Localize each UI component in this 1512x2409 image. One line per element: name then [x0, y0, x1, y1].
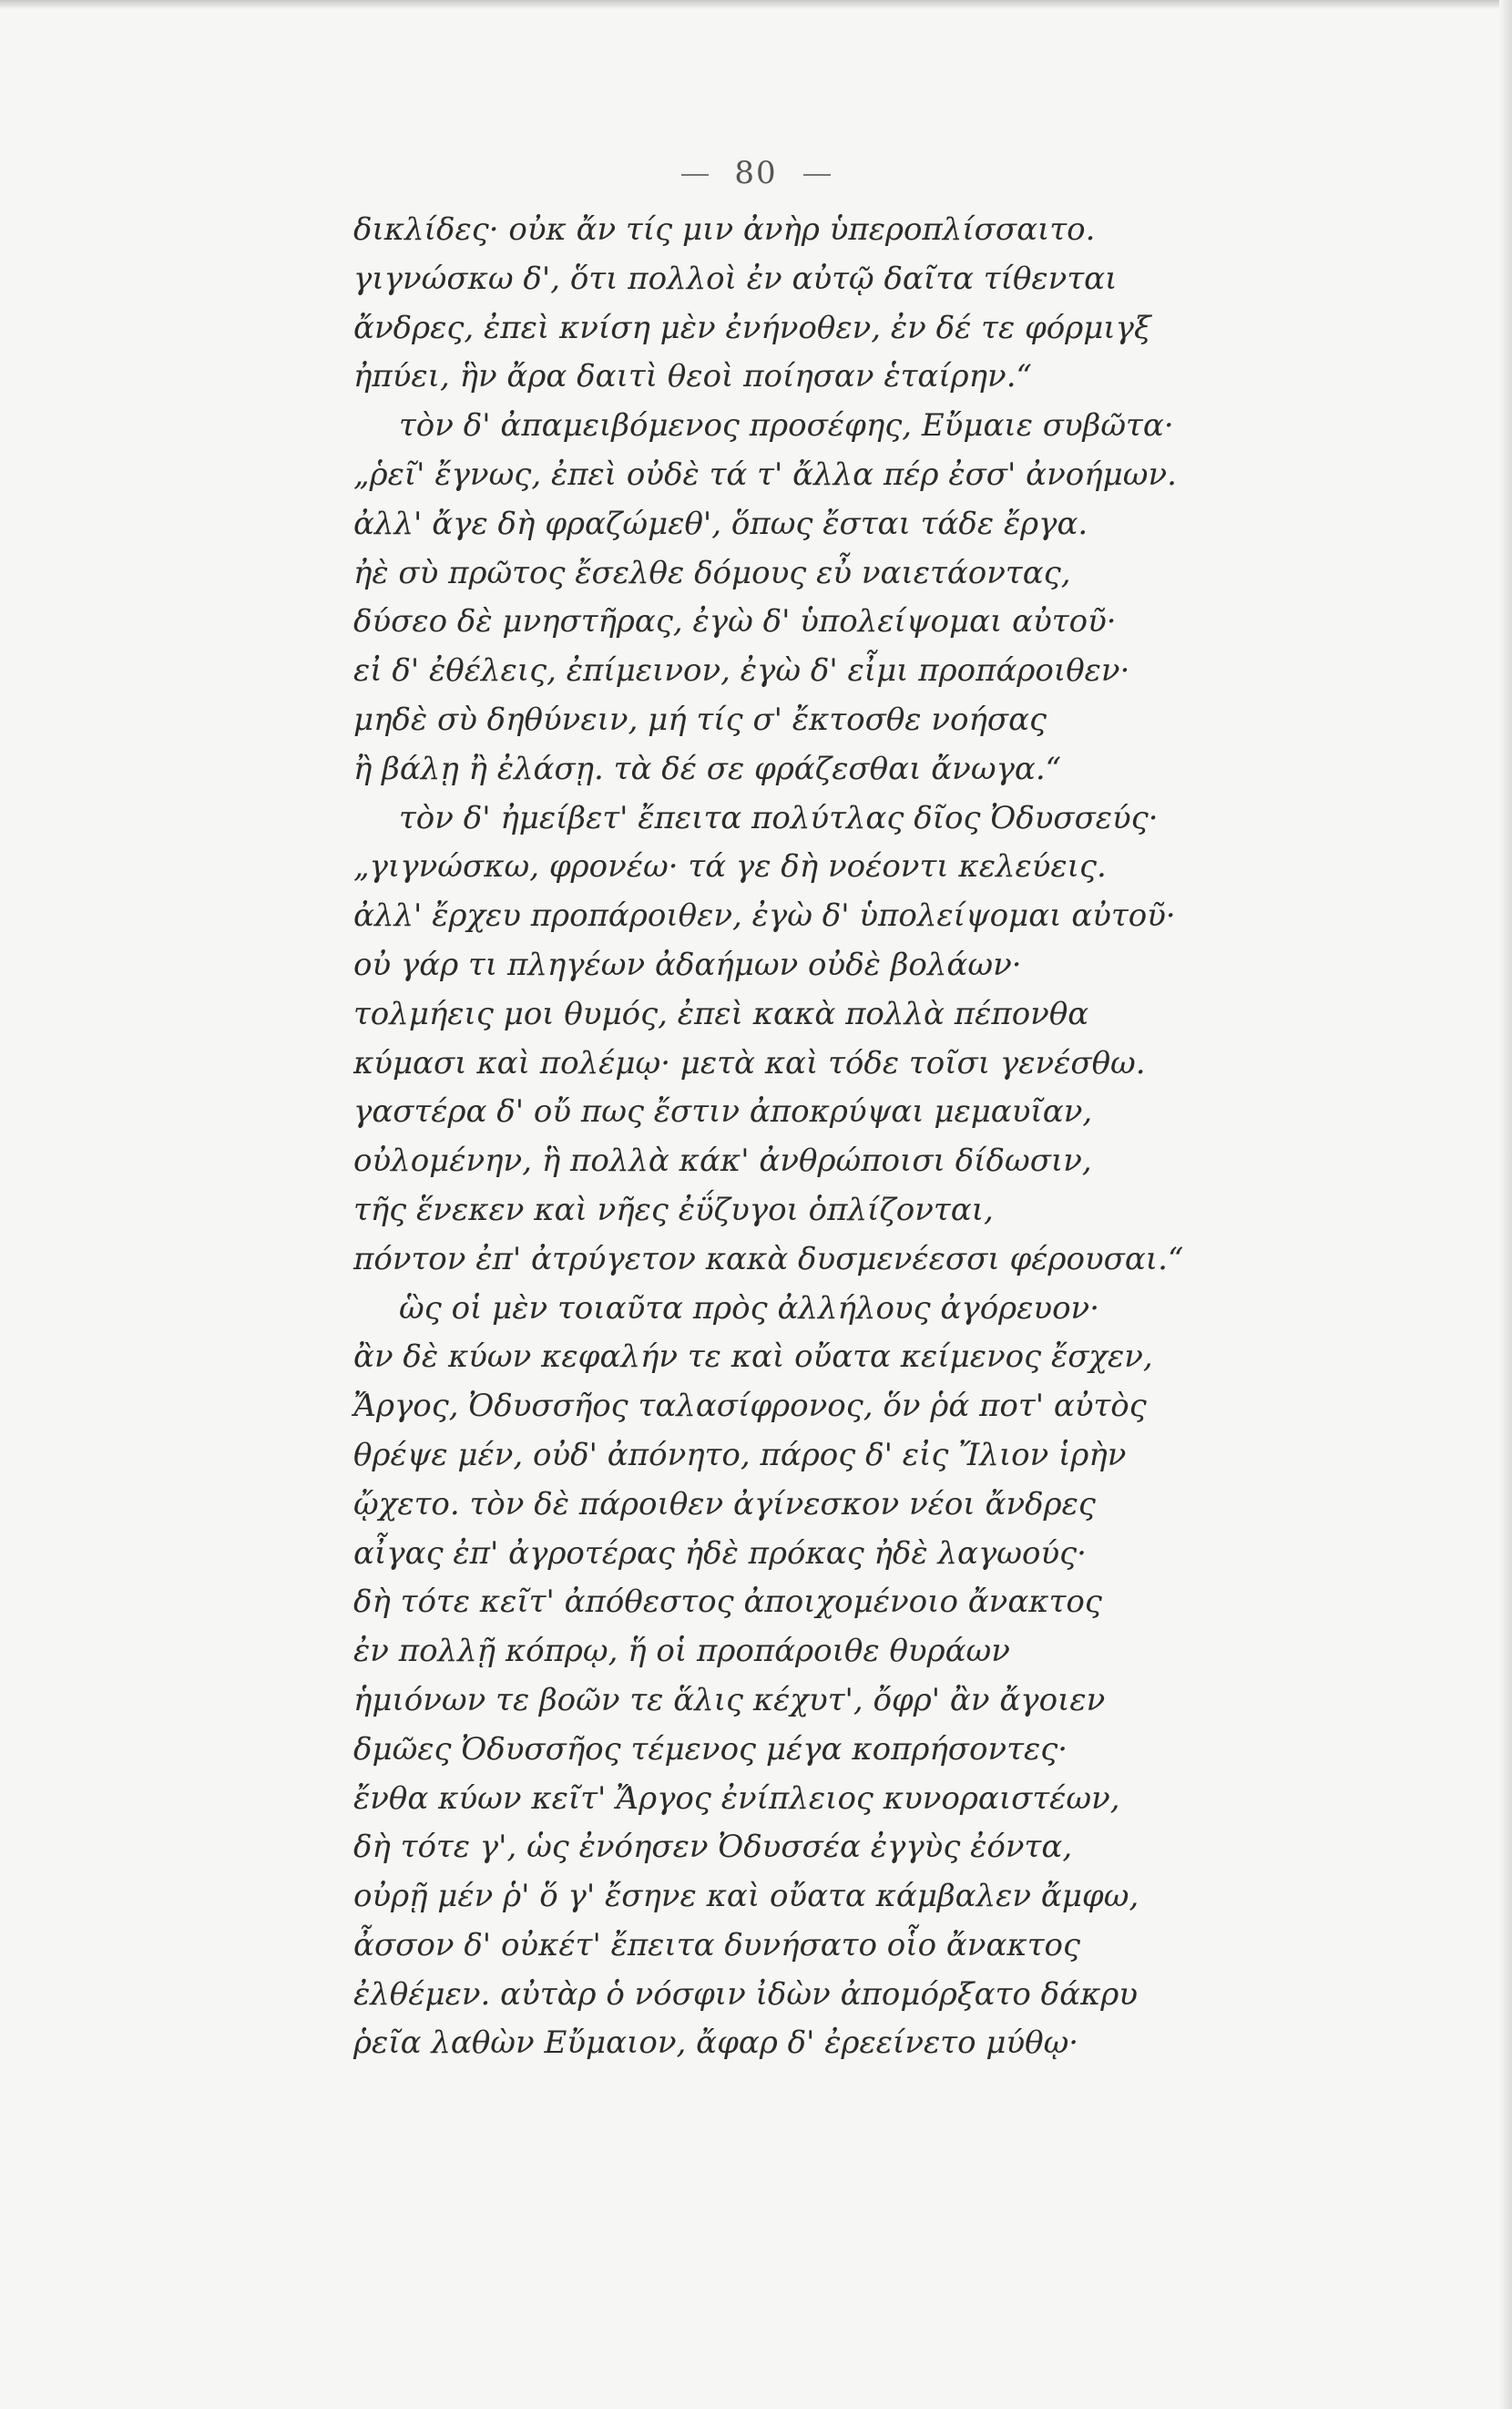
- verse-line: οὐ γάρ τι πληγέων ἀδαήμων οὐδὲ βολάων·: [353, 946, 1022, 983]
- verse-line: κύμασι καὶ πολέμῳ· μετὰ καὶ τόδε τοῖσι γενέσθω.: [353, 1044, 1146, 1081]
- verse-line: Ἄργος, Ὀδυσσῆος ταλασίφρονος, ὅν ῥά ποτ' αὐτὸς: [353, 1388, 1147, 1425]
- verse-line: τὸν δ' ἀπαμειβόμενος προσέφης, Εὔμαιε συβῶτα·: [399, 407, 1174, 445]
- verse-line: ἠπύει, ἣν ἄρα δαιτὶ θεοὶ ποίησαν ἑταίρην.“: [353, 358, 1032, 395]
- verse-line: ἄνδρες, ἐπεὶ κνίση μὲν ἐνήνοθεν, ἐν δέ τε φόρμιγξ: [353, 309, 1151, 346]
- verse-line: τῆς ἕνεκεν καὶ νῆες ἐΰζυγοι ὁπλίζονται,: [353, 1191, 994, 1228]
- verse-line: οὐρῇ μέν ῥ' ὅ γ' ἔσηνε καὶ οὔατα κάμβαλεν ἄμφω,: [353, 1878, 1139, 1915]
- verse-line: ἔνθα κύων κεῖτ' Ἄργος ἐνίπλειος κυνοραιστέων,: [353, 1779, 1120, 1817]
- verse-line: δμῶες Ὀδυσσῆος τέμενος μέγα κοπρήσοντες·: [353, 1730, 1068, 1768]
- verse-line: γαστέρα δ' οὔ πως ἔστιν ἀποκρύψαι μεμαυῖαν,: [353, 1093, 1093, 1131]
- verse-line: αἶγας ἐπ' ἀγροτέρας ἠδὲ πρόκας ἠδὲ λαγωούς·: [353, 1534, 1087, 1572]
- verse-line: ῥεῖα λαθὼν Εὔμαιον, ἄφαρ δ' ἐρεείνετο μύθῳ·: [353, 2025, 1079, 2062]
- verse-line: δὴ τότε κεῖτ' ἀπόθεστος ἀποιχομένοιο ἄνακτος: [353, 1584, 1102, 1621]
- verse-line: δὴ τότε γ', ὡς ἐνόησεν Ὀδυσσέα ἐγγὺς ἐόντα,: [353, 1829, 1073, 1866]
- verse-line: τολμήεις μοι θυμός, ἐπεὶ κακὰ πολλὰ πέπονθα: [353, 995, 1089, 1032]
- page-top-edge: [0, 0, 1512, 9]
- verse-line: ἂν δὲ κύων κεφαλήν τε καὶ οὔατα κείμενος ἔσχεν,: [353, 1338, 1153, 1376]
- verse-line: γιγνώσκω δ', ὅτι πολλοὶ ἐν αὐτῷ δαῖτα τίθενται: [353, 260, 1118, 297]
- header-dash-right: [803, 174, 831, 176]
- header-dash-left: [681, 174, 709, 176]
- verse-line: ἠὲ σὺ πρῶτος ἔσελθε δόμους εὖ ναιετάοντας,: [353, 554, 1071, 591]
- verse-line: ἡμιόνων τε βοῶν τε ἅλις κέχυτ', ὄφρ' ἂν ἄγοιεν: [353, 1681, 1106, 1718]
- verse-line: ἀλλ' ἄγε δὴ φραζώμεθ', ὅπως ἔσται τάδε ἔργα.: [353, 505, 1088, 542]
- verse-line: ἢ βάλῃ ἢ ἐλάσῃ. τὰ δέ σε φράζεσθαι ἄνωγα.“: [353, 750, 1062, 787]
- verse-text-block: [353, 206, 1374, 2068]
- verse-line: τὸν δ' ἠμείβετ' ἔπειτα πολύτλας δῖος Ὀδυσσεύς·: [399, 799, 1159, 836]
- page-right-edge: [1499, 0, 1512, 2409]
- verse-line: πόντον ἐπ' ἀτρύγετον κακὰ δυσμενέεσσι φέρουσαι.“: [353, 1240, 1184, 1277]
- verse-line: δύσεο δὲ μνηστῆρας, ἐγὼ δ' ὑπολείψομαι αὐτοῦ·: [353, 603, 1117, 641]
- verse-line: „ῥεῖ' ἔγνως, ἐπεὶ οὐδὲ τά τ' ἄλλα πέρ ἐσσ' ἀνοήμων.: [353, 456, 1177, 493]
- verse-line: οὐλομένην, ἣ πολλὰ κάκ' ἀνθρώποισι δίδωσιν,: [353, 1143, 1092, 1180]
- verse-line: ἆσσον δ' οὐκέτ' ἔπειτα δυνήσατο οἷο ἄνακτος: [353, 1926, 1081, 1963]
- verse-line: ὣς οἱ μὲν τοιαῦτα πρὸς ἀλλήλους ἀγόρευον·: [399, 1289, 1100, 1327]
- verse-line: ἀλλ' ἔρχευ προπάροιθεν, ἐγὼ δ' ὑπολείψομαι αὐτοῦ·: [353, 897, 1176, 935]
- page-number: 80: [734, 155, 778, 191]
- verse-line: ἐν πολλῇ κόπρῳ, ἥ οἱ προπάροιθε θυράων: [353, 1633, 1010, 1670]
- verse-line: εἰ δ' ἐθέλεις, ἐπίμεινον, ἐγὼ δ' εἶμι προπάροιθεν·: [353, 652, 1130, 690]
- verse-line: ᾤχετο. τὸν δὲ πάροιθεν ἀγίνεσκον νέοι ἄνδρες: [353, 1485, 1096, 1522]
- page-header: [0, 155, 1512, 191]
- verse-line: μηδὲ σὺ δηθύνειν, μή τίς σ' ἔκτοσθε νοήσας: [353, 701, 1047, 738]
- verse-line: ἐλθέμεν. αὐτὰρ ὁ νόσφιν ἰδὼν ἀπομόρξατο δάκρυ: [353, 1975, 1139, 2013]
- verse-line: δικλίδες· οὐκ ἄν τίς μιν ἀνὴρ ὑπεροπλίσσαιτο.: [353, 211, 1096, 248]
- verse-line: „γιγνώσκω, φρονέω· τά γε δὴ νοέοντι κελεύεις.: [353, 848, 1107, 886]
- verse-line: θρέψε μέν, οὐδ' ἀπόνητο, πάρος δ' εἰς Ἴλιον ἱρὴν: [353, 1436, 1127, 1473]
